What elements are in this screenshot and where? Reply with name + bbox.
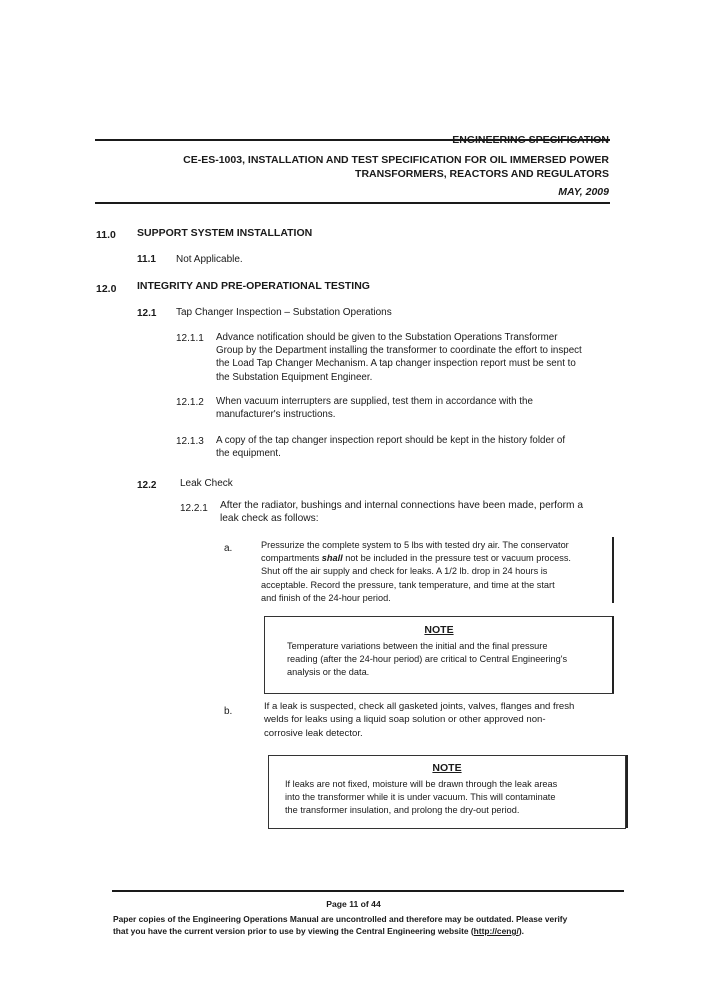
note-2-title: NOTE — [432, 762, 462, 774]
section-12-2-1-number: 12.2.1 — [180, 503, 208, 514]
section-12-1-title: Tap Changer Inspection – Substation Operations — [176, 307, 392, 318]
section-12-1-2-text — [216, 395, 610, 421]
note-box-1 — [264, 616, 614, 694]
text-line: Group by the Department installing the transformer to coordinate the effort to inspect — [216, 345, 582, 357]
doc-date: MAY, 2009 — [558, 186, 609, 198]
text-line: A copy of the tap changer inspection report should be kept in the history folder of — [216, 435, 566, 446]
footer-rule — [112, 890, 624, 892]
text-line: When vacuum interrupters are supplied, test them in accordance with the — [216, 396, 533, 407]
text-line: and finish of the 24-hour period. — [261, 592, 391, 603]
section-12-number: 12.0 — [96, 283, 117, 295]
doc-title-line1: CE-ES-1003, INSTALLATION AND TEST SPECIFICATION FOR OIL IMMERSED POWER — [183, 154, 609, 166]
item-b-text — [264, 700, 614, 740]
disclaimer-line-1: Paper copies of the Engineering Operations Manual are uncontrolled and therefore may be outdated. Please verify — [113, 914, 568, 924]
disclaimer-line-2 — [113, 925, 633, 937]
section-12-1-2-number: 12.1.2 — [176, 397, 204, 408]
doc-type-heading: ENGINEERING SPECIFICATION — [452, 134, 609, 146]
item-a-text — [261, 539, 609, 605]
central-engineering-link[interactable]: http://ceng/ — [473, 926, 519, 936]
text-line: Advance notification should be given to the Substation Operations Transformer — [216, 332, 558, 343]
text-segment: compartments — [261, 553, 322, 564]
text-line: welds for leaks using a liquid soap solution or other approved non- — [264, 714, 546, 726]
text-segment: ). — [518, 926, 524, 936]
text-line: manufacturer's instructions. — [216, 409, 336, 421]
change-bar-a — [612, 537, 614, 603]
change-bar-note1 — [612, 616, 614, 693]
footer-disclaimer — [113, 913, 633, 937]
item-a-marker: a. — [224, 543, 233, 554]
section-12-2-number: 12.2 — [137, 480, 157, 491]
text-line: acceptable. Record the pressure, tank temperature, and time at the start — [261, 579, 555, 590]
text-line: Temperature variations between the initial and the final pressure — [287, 641, 548, 651]
section-12-title: INTEGRITY AND PRE-OPERATIONAL TESTING — [137, 280, 370, 292]
text-line: the equipment. — [216, 448, 281, 460]
item-b-marker: b. — [224, 706, 233, 717]
section-11-number: 11.0 — [96, 229, 116, 241]
page-number: Page 11 of 44 — [326, 899, 381, 909]
emphasis-shall: shall — [321, 553, 343, 564]
text-line: into the transformer while it is under vacuum. This will contaminate — [285, 792, 556, 803]
change-bar-note2 — [626, 755, 628, 828]
text-line: the Substation Equipment Engineer. — [216, 371, 373, 383]
text-line: Pressurize the complete system to 5 lbs with tested dry air. The conservator — [261, 540, 569, 550]
section-12-1-1-number: 12.1.1 — [176, 333, 204, 344]
text-segment: that you have the current version prior to use by viewing the Central Engineering website ( — [113, 926, 474, 936]
section-12-1-3-number: 12.1.3 — [176, 436, 204, 447]
text-segment: not be included in the pressure test or vacuum process. — [342, 553, 571, 564]
section-12-1-number: 12.1 — [137, 308, 157, 319]
section-12-1-1-text — [216, 331, 610, 384]
doc-title-line2: TRANSFORMERS, REACTORS AND REGULATORS — [355, 168, 609, 180]
section-12-2-1-text — [220, 499, 612, 525]
header-bottom-rule — [95, 202, 610, 204]
text-line: analysis or the data. — [287, 667, 370, 678]
text-line: After the radiator, bushings and internal connections have been made, perform a — [220, 500, 584, 511]
section-12-1-3-text — [216, 434, 610, 460]
note-1-text — [287, 640, 599, 680]
text-line: leak check as follows: — [220, 513, 319, 525]
section-11-title: SUPPORT SYSTEM INSTALLATION — [137, 227, 313, 239]
text-line: Shut off the air supply and check for leaks. A 1/2 lb. drop in 24 hours is — [261, 566, 548, 577]
section-12-2-title: Leak Check — [180, 478, 233, 489]
section-11-1-number: 11.1 — [137, 254, 156, 265]
text-line: If leaks are not fixed, moisture will be drawn through the leak areas — [285, 779, 558, 789]
text-line: reading (after the 24-hour period) are critical to Central Engineering's — [287, 654, 568, 665]
note-box-2 — [268, 755, 626, 829]
text-line: the transformer insulation, and prolong the dry-out period. — [285, 805, 520, 816]
section-11-1-text: Not Applicable. — [176, 254, 243, 265]
note-1-title: NOTE — [424, 624, 454, 636]
text-line — [261, 552, 609, 565]
text-line: the Load Tap Changer Mechanism. A tap changer inspection report must be sent to — [216, 358, 576, 370]
text-line: corrosive leak detector. — [264, 727, 363, 739]
text-line: If a leak is suspected, check all gasketed joints, valves, flanges and fresh — [264, 701, 575, 712]
note-2-text — [285, 778, 611, 818]
